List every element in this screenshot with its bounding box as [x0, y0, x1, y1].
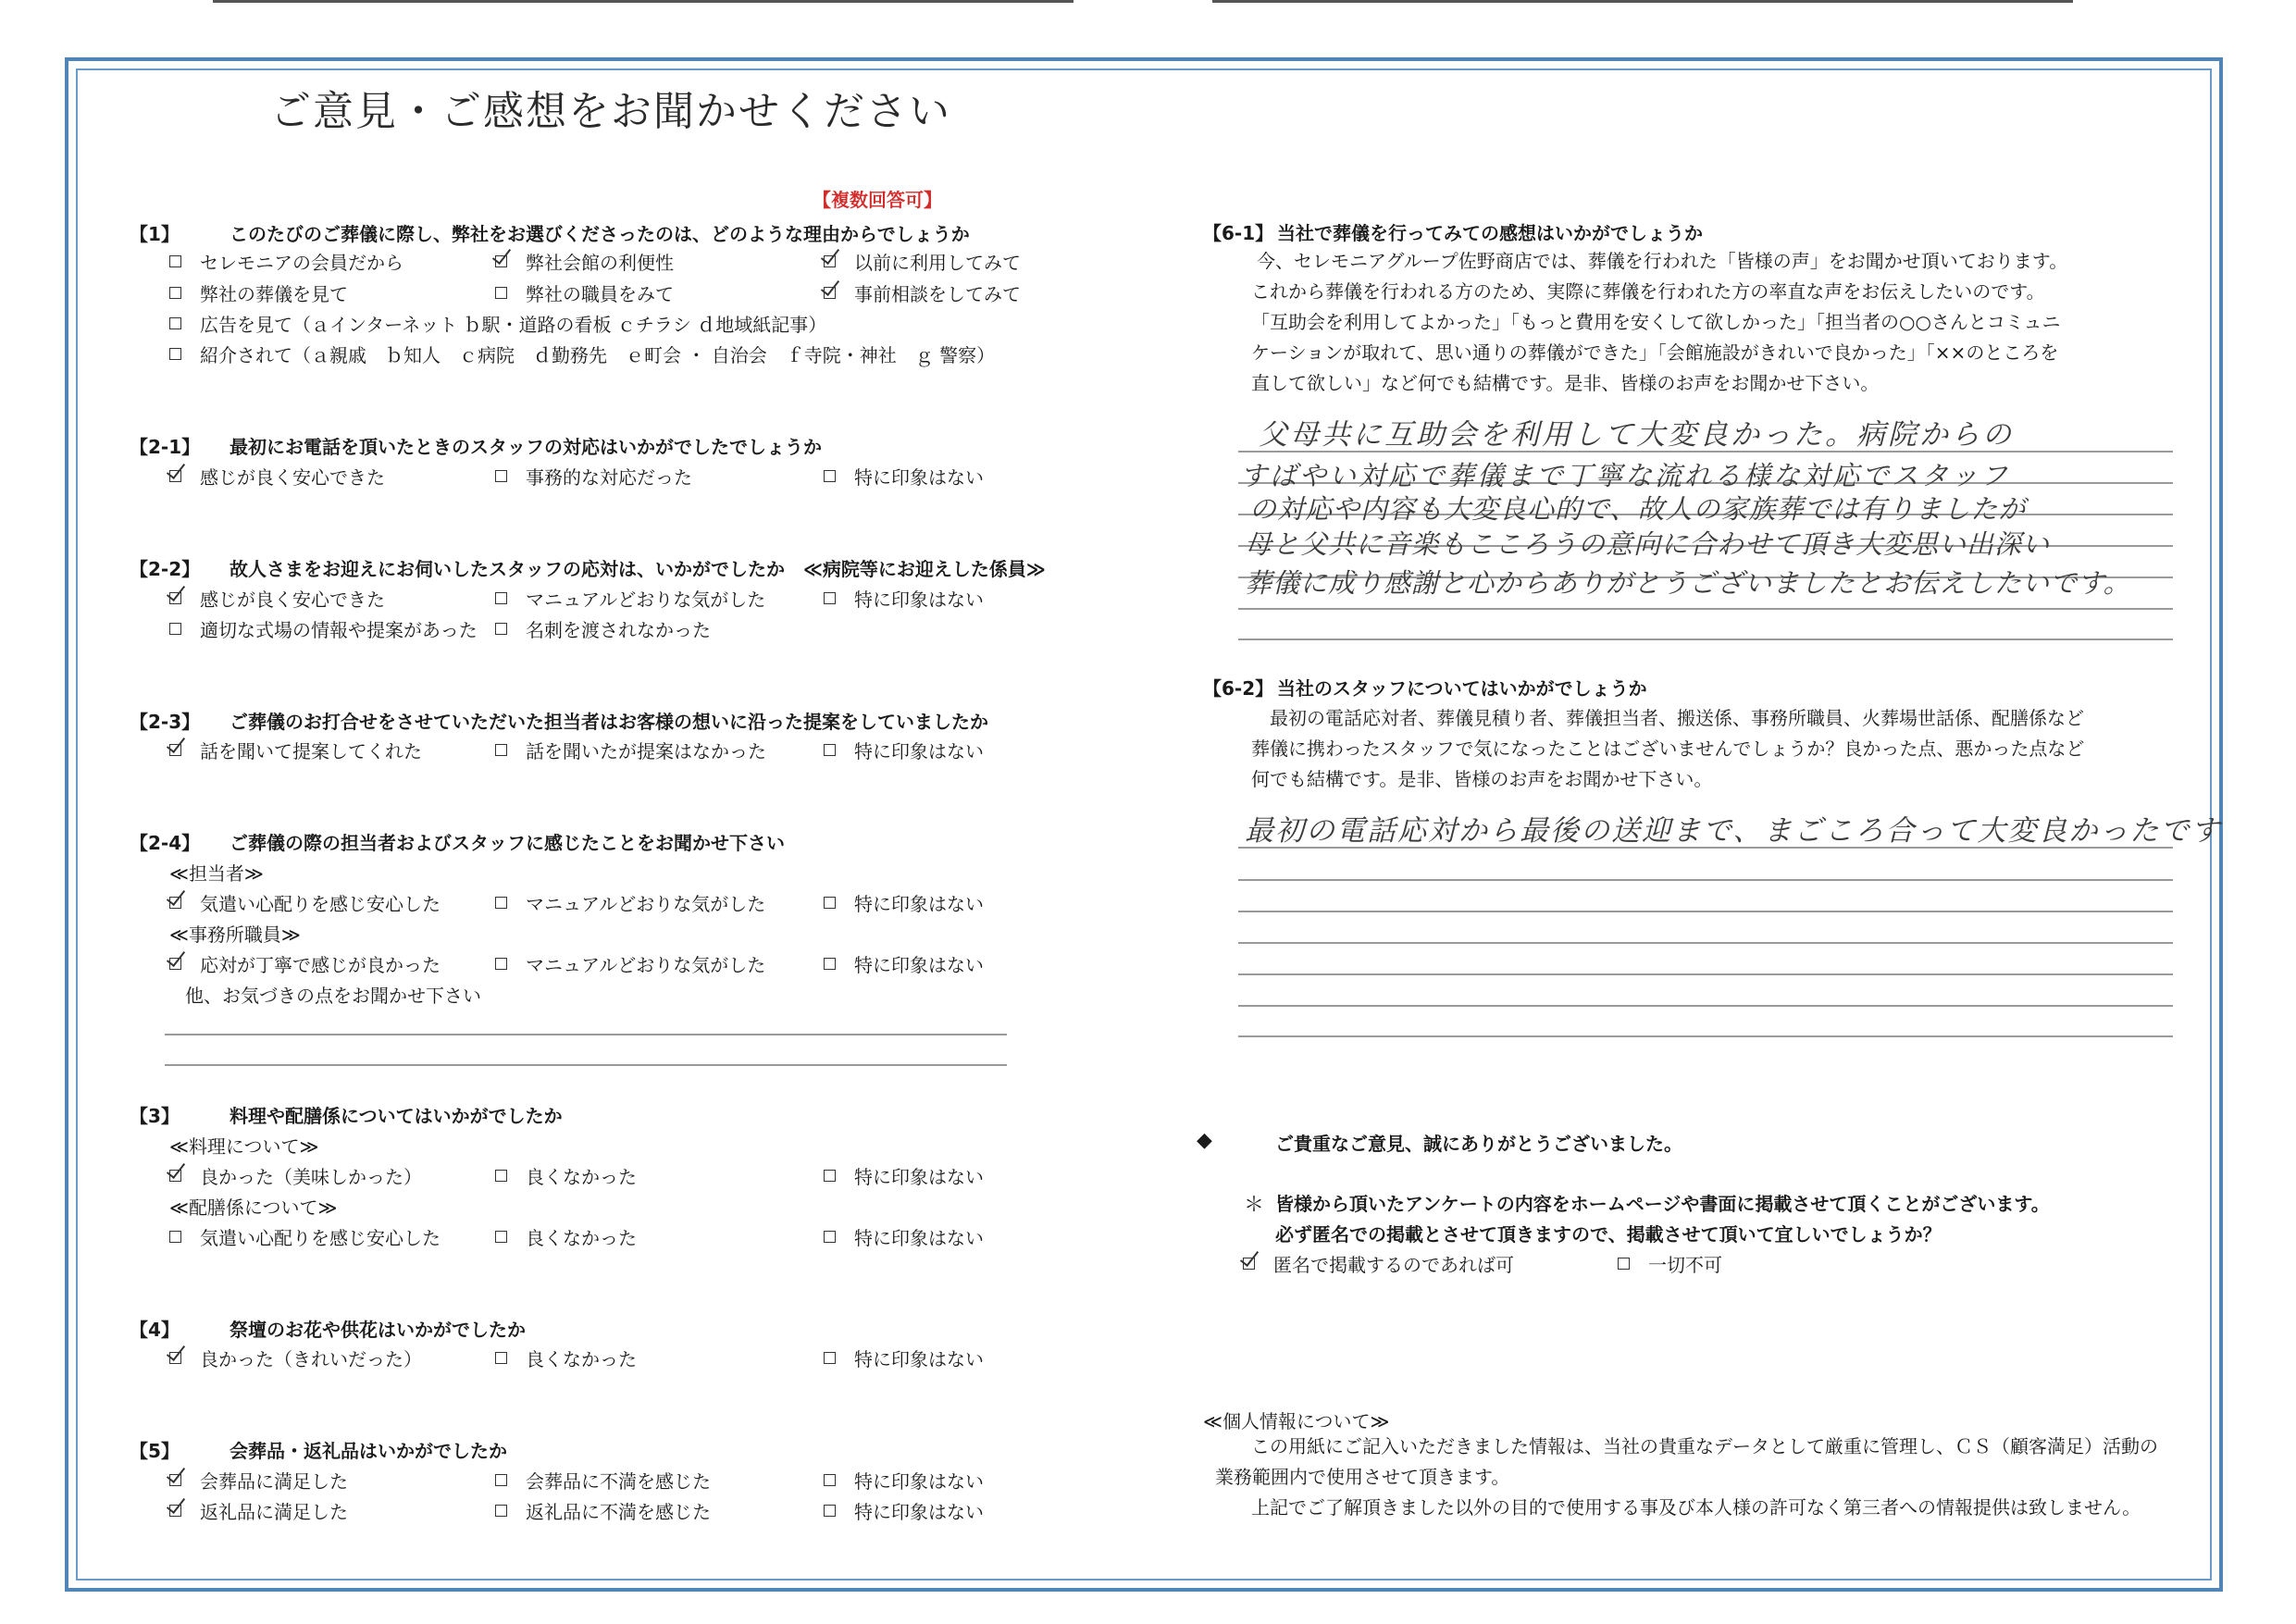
q2-2-option-reassuring[interactable]: 感じが良く安心できた	[169, 585, 385, 612]
checkbox[interactable]	[824, 1474, 836, 1486]
checkbox[interactable]	[824, 744, 836, 756]
q6-1-description-line: ケーションが取れて、思い通りの葬儀ができた」「会館施設がきれいで良かった」「××のところを	[1251, 341, 2059, 364]
q2-3-question: ご葬儀のお打合せをさせていただいた担当者はお客様の想いに沿った提案をしていましたか	[230, 711, 988, 733]
q6-1-description-line: これから葬儀を行われる方のため、実際に葬儀を行われた方の率直な声をお伝えしたいのです。	[1251, 280, 2045, 303]
checkbox[interactable]	[495, 1170, 507, 1182]
comment-line[interactable]	[165, 1034, 1007, 1035]
q1-option-used-before[interactable]: 以前に利用してみて	[824, 248, 1021, 275]
checkbox[interactable]	[495, 623, 507, 635]
checkbox-checked[interactable]	[495, 255, 507, 267]
answer-line[interactable]	[1238, 942, 2173, 944]
q6-1-handwritten-answer-line: 葬儀に成り感謝と心からありがとうございましたとお伝えしたいです。	[1245, 567, 2131, 599]
q2-4-question: ご葬儀の際の担当者およびスタッフに感じたことをお聞かせ下さい	[230, 832, 785, 854]
checkbox-checked[interactable]	[169, 1170, 181, 1182]
q2-4-staff-option-no-impression[interactable]: 特に印象はない	[824, 889, 984, 916]
checkbox-checked[interactable]	[169, 592, 181, 604]
q6-2-description-line: 最初の電話応対者、葬儀見積り者、葬儀担当者、搬送係、事務所職員、火葬場世話係、配膳係など	[1270, 707, 2084, 729]
comment-line[interactable]	[165, 1064, 1007, 1066]
answer-line[interactable]	[1238, 1005, 2173, 1007]
checkbox[interactable]	[169, 1231, 181, 1243]
q4-option-no-impression[interactable]: 特に印象はない	[824, 1345, 984, 1371]
q1-option-consultation[interactable]: 事前相談をしてみて	[824, 279, 1021, 306]
checkbox[interactable]	[495, 1231, 507, 1243]
checkbox-checked[interactable]	[169, 744, 181, 756]
q6-1-handwritten-answer-line: の対応や内容も大変良心的で、故人の家族葬では有りましたが	[1249, 493, 2027, 525]
q1-number: 【1】	[130, 223, 180, 245]
q5-question: 会葬品・返礼品はいかがでしたか	[230, 1440, 507, 1462]
q3-food-option-good[interactable]: 良かった（美味しかった）	[169, 1162, 422, 1189]
q2-2-option-no-impression[interactable]: 特に印象はない	[824, 585, 984, 612]
q2-4-other-comments-label: 他、お気づきの点をお聞かせ下さい	[185, 985, 481, 1007]
q1-option-referral[interactable]: 紹介されて（ａ親戚 ｂ知人 ｃ病院 ｄ勤務先 ｅ町会 ・ 自治会 ｆ寺院・神社 ｇ 警察）	[169, 341, 995, 367]
q2-1-option-no-impression[interactable]: 特に印象はない	[824, 463, 984, 490]
q5-option-gift-satisfied[interactable]: 会葬品に満足した	[169, 1467, 348, 1494]
checkbox[interactable]	[495, 592, 507, 604]
q6-2-description-line: 葬儀に携わったスタッフで気になったことはございませんでしょうか？良かった点、悪かった点など	[1251, 738, 2085, 760]
publish-option-anonymous-ok[interactable]: 匿名で掲載するのであれば可	[1243, 1250, 1514, 1277]
checkbox[interactable]	[824, 1505, 836, 1517]
q2-1-option-businesslike[interactable]: 事務的な対応だった	[495, 463, 692, 490]
page-title: ご意見・ご感想をお聞かせください	[270, 88, 951, 135]
answer-line[interactable]	[1238, 1035, 2173, 1037]
q6-1-handwritten-answer-line: すばやい対応で葬儀まで丁寧な流れる様な対応でスタッフ	[1240, 460, 2011, 491]
checkbox[interactable]	[169, 348, 181, 360]
q2-2-option-no-card[interactable]: 名刺を渡されなかった	[495, 615, 711, 642]
checkbox-checked[interactable]	[1243, 1258, 1255, 1270]
checkbox-checked[interactable]	[169, 958, 181, 970]
diamond-bullet-icon: ◆	[1197, 1129, 1212, 1152]
checkbox[interactable]	[824, 470, 836, 482]
q2-1-question: 最初にお電話を頂いたときのスタッフの対応はいかがでしたでしょうか	[230, 436, 822, 458]
q2-4-subheading-office: ≪事務所職員≫	[169, 924, 301, 946]
q3-subheading-food: ≪料理について≫	[169, 1135, 319, 1158]
q2-4-office-option-no-impression[interactable]: 特に印象はない	[824, 950, 984, 977]
q6-2-description-line: 何でも結構です。是非、皆様のお声をお聞かせ下さい。	[1251, 768, 1713, 790]
q1-question: このたびのご葬儀に際し、弊社をお選びくださったのは、どのような理由からでしょうか	[230, 223, 970, 245]
privacy-text-line: この用紙にご記入いただきました情報は、当社の貴重なデータとして厳重に管理し、ＣＳ（顧客満足）活動の	[1251, 1435, 2158, 1457]
q6-2-handwritten-answer: 最初の電話応対から最後の送迎まで、まごころ合って大変良かったです	[1245, 814, 2222, 848]
q3-number: 【3】	[130, 1105, 180, 1127]
q6-1-handwritten-answer-line: 母と父共に音楽もこころうの意向に合わせて頂き大変思い出深い	[1245, 528, 2051, 560]
checkbox-checked[interactable]	[824, 287, 836, 299]
answer-line[interactable]	[1238, 608, 2173, 610]
q3-food-option-bad[interactable]: 良くなかった	[495, 1162, 637, 1189]
q2-2-question: 故人さまをお迎えにお伺いしたスタッフの応対は、いかがでしたか ≪病院等にお迎えした係員≫	[230, 558, 1046, 580]
q5-option-return-no-impression[interactable]: 特に印象はない	[824, 1497, 984, 1524]
q2-4-subheading-staff: ≪担当者≫	[169, 862, 264, 885]
checkbox[interactable]	[169, 623, 181, 635]
checkbox[interactable]	[169, 287, 181, 299]
q1-option-advertisement[interactable]: 広告を見て（ａインターネット ｂ駅・道路の看板 ｃチラシ ｄ地域紙記事）	[169, 310, 826, 337]
checkbox[interactable]	[495, 1474, 507, 1486]
thanks-message: ご貴重なご意見、誠にありがとうございました。	[1275, 1133, 1682, 1155]
q3-subheading-servers: ≪配膳係について≫	[169, 1196, 338, 1219]
q2-2-option-manual[interactable]: マニュアルどおりな気がした	[495, 585, 765, 612]
checkbox-checked[interactable]	[824, 255, 836, 267]
privacy-text-line: 業務範囲内で使用させて頂きます。	[1215, 1466, 1510, 1488]
asterisk-icon: ＊	[1244, 1194, 1265, 1217]
q5-option-gift-no-impression[interactable]: 特に印象はない	[824, 1467, 984, 1494]
privacy-heading: ≪個人情報について≫	[1203, 1410, 1390, 1432]
q2-1-number: 【2-1】	[130, 436, 201, 458]
q6-1-description-line: 「互助会を利用してよかった」「もっと費用を安くして欲しかった」「担当者の○○さんとコミュニ	[1251, 311, 2061, 333]
q2-1-option-reassuring[interactable]: 感じが良く安心できた	[169, 463, 385, 490]
q2-2-option-venue-info[interactable]: 適切な式場の情報や提案があった	[169, 615, 478, 642]
q6-2-question: 当社のスタッフについてはいかがでしょうか	[1277, 677, 1647, 700]
privacy-text-line: 上記でご了解頂きました以外の目的で使用する事及び本人様の許可なく第三者への情報提供は致しません。	[1251, 1496, 2141, 1519]
q2-3-option-proposed[interactable]: 話を聞いて提案してくれた	[169, 737, 422, 763]
checkbox[interactable]	[495, 1352, 507, 1364]
checkbox-checked[interactable]	[169, 1474, 181, 1486]
q4-question: 祭壇のお花や供花はいかがでしたか	[230, 1319, 526, 1341]
q1-option-staff[interactable]: 弊社の職員をみて	[495, 279, 674, 306]
publish-option-refuse[interactable]: 一切不可	[1618, 1250, 1722, 1277]
scan-top-edge	[1212, 0, 2073, 3]
checkbox[interactable]	[824, 897, 836, 909]
checkbox[interactable]	[1618, 1258, 1630, 1270]
q2-3-option-no-impression[interactable]: 特に印象はない	[824, 737, 984, 763]
q2-4-staff-option-caring[interactable]: 気遣い心配りを感じ安心した	[169, 889, 441, 916]
q3-servers-option-bad[interactable]: 良くなかった	[495, 1223, 637, 1250]
q2-2-number: 【2-2】	[130, 558, 201, 580]
scan-top-edge	[213, 0, 1074, 3]
checkbox[interactable]	[495, 1505, 507, 1517]
publish-notice-line2: 必ず匿名での掲載とさせて頂きますので、掲載させて頂いて宜しいでしょうか？	[1275, 1223, 1942, 1246]
q6-1-question: 当社で葬儀を行ってみての感想はいかがでしょうか	[1277, 222, 1703, 244]
checkbox-checked[interactable]	[169, 1505, 181, 1517]
q6-1-handwritten-answer-line: 父母共に互助会を利用して大変良かった。病院からの	[1259, 418, 2014, 452]
checkbox[interactable]	[824, 592, 836, 604]
q6-1-number: 【6-1】	[1203, 222, 1274, 244]
publish-notice-line1: 皆様から頂いたアンケートの内容をホームページや書面に掲載させて頂くことがございます。	[1275, 1193, 2050, 1215]
q4-option-good[interactable]: 良かった（きれいだった）	[169, 1345, 422, 1371]
q2-3-number: 【2-3】	[130, 711, 201, 733]
answer-line[interactable]	[1238, 879, 2173, 881]
q2-4-office-option-manual[interactable]: マニュアルどおりな気がした	[495, 950, 765, 977]
q5-option-gift-dissatisfied[interactable]: 会葬品に不満を感じた	[495, 1467, 711, 1494]
q6-1-description-line: 今、セレモニアグループ佐野商店では、葬儀を行われた「皆様の声」をお聞かせ頂いております。	[1257, 250, 2068, 272]
q5-option-return-dissatisfied[interactable]: 返礼品に不満を感じた	[495, 1497, 711, 1524]
checkbox[interactable]	[824, 958, 836, 970]
checkbox[interactable]	[824, 1352, 836, 1364]
checkbox[interactable]	[824, 1170, 836, 1182]
q3-servers-option-caring[interactable]: 気遣い心配りを感じ安心した	[169, 1223, 441, 1250]
checkbox[interactable]	[495, 287, 507, 299]
q2-3-option-no-proposal[interactable]: 話を聞いたが提案はなかった	[495, 737, 766, 763]
checkbox[interactable]	[824, 1231, 836, 1243]
q1-option-convenience[interactable]: 弊社会館の利便性	[495, 248, 674, 275]
q3-servers-option-no-impression[interactable]: 特に印象はない	[824, 1223, 984, 1250]
checkbox-checked[interactable]	[169, 1352, 181, 1364]
checkbox[interactable]	[495, 744, 507, 756]
answer-line[interactable]	[1238, 911, 2173, 912]
q2-4-office-option-polite[interactable]: 応対が丁寧で感じが良かった	[169, 950, 441, 977]
q3-food-option-no-impression[interactable]: 特に印象はない	[824, 1162, 984, 1189]
q5-option-return-satisfied[interactable]: 返礼品に満足した	[169, 1497, 348, 1524]
answer-line[interactable]	[1238, 638, 2173, 640]
checkbox-checked[interactable]	[169, 897, 181, 909]
answer-line[interactable]	[1238, 973, 2173, 975]
q4-option-bad[interactable]: 良くなかった	[495, 1345, 637, 1371]
q4-number: 【4】	[130, 1319, 180, 1341]
checkbox[interactable]	[169, 255, 181, 267]
q1-option-member[interactable]: セレモニアの会員だから	[169, 248, 403, 275]
checkbox[interactable]	[495, 470, 507, 482]
q6-1-description-line: 直して欲しい」など何でも結構です。是非、皆様のお声をお聞かせ下さい。	[1251, 372, 1880, 394]
checkbox[interactable]	[495, 958, 507, 970]
checkbox[interactable]	[495, 897, 507, 909]
q1-option-saw-funeral[interactable]: 弊社の葬儀を見て	[169, 279, 348, 306]
q5-number: 【5】	[130, 1440, 180, 1462]
q2-4-number: 【2-4】	[130, 832, 201, 854]
checkbox[interactable]	[169, 317, 181, 329]
q6-2-number: 【6-2】	[1203, 677, 1274, 700]
q3-question: 料理や配膳係についてはいかがでしたか	[230, 1105, 563, 1127]
q2-4-staff-option-manual[interactable]: マニュアルどおりな気がした	[495, 889, 765, 916]
checkbox-checked[interactable]	[169, 470, 181, 482]
multiple-answer-note: 【複数回答可】	[813, 189, 942, 211]
